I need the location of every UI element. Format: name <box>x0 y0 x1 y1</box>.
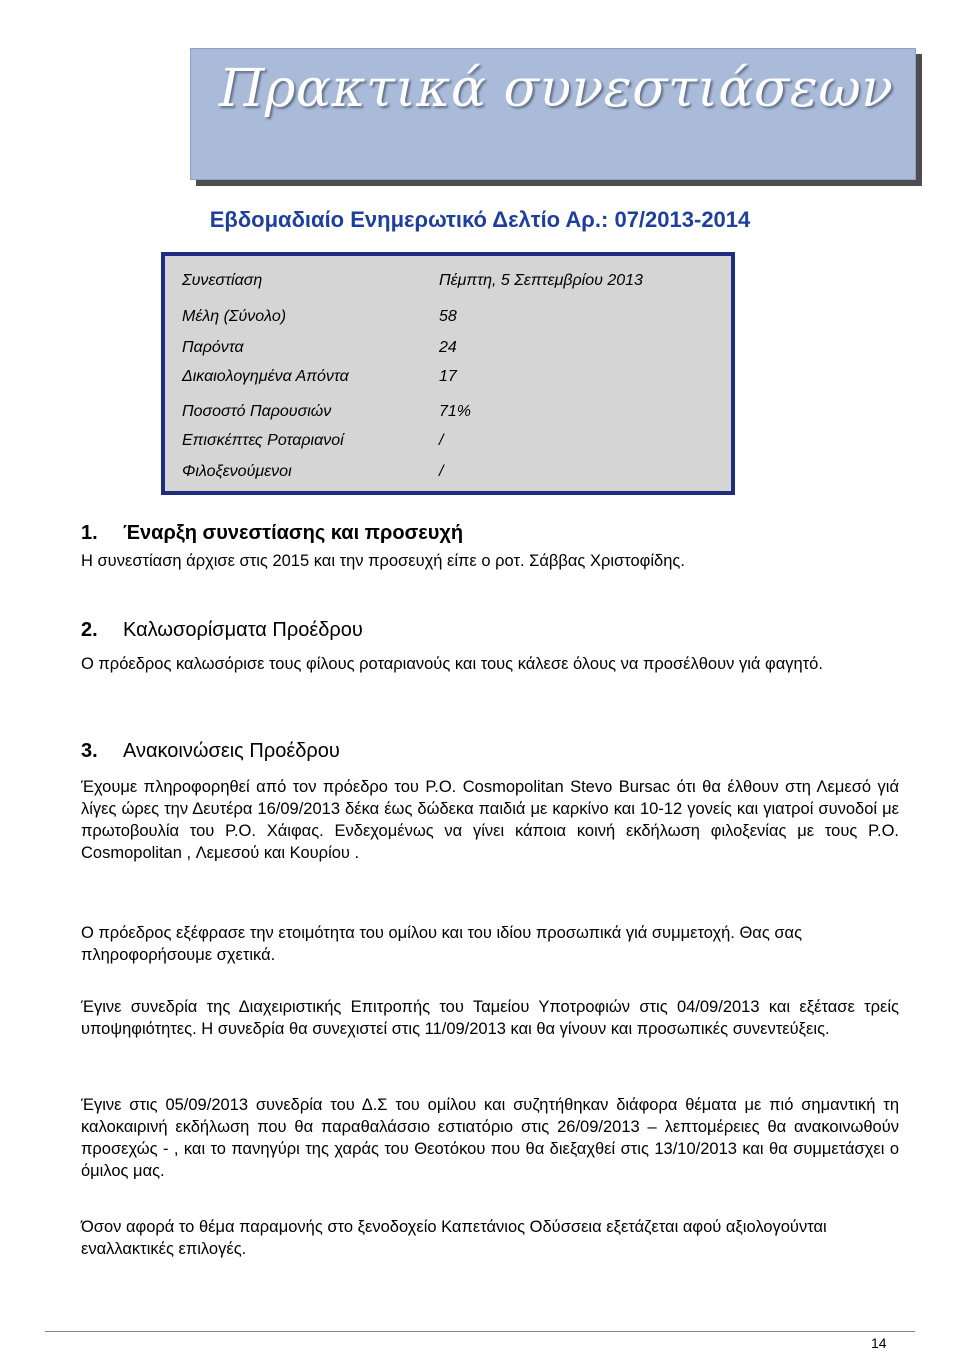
section-3-paragraph-2: Ο πρόεδρος εξέφρασε την ετοιμότητα του ομίλου και του ιδίου προσωπικά γιά συμμετοχή. Θας σας πληροφορήσουμε σχετικά. <box>81 924 803 964</box>
section-1-paragraph: Η συνεστίαση άρχισε στις 2015 και την προσευχή είπε ο ροτ. Σάββας Χριστοφίδης. <box>81 552 685 570</box>
info-label: Ποσοστό Παρουσιών <box>182 403 332 420</box>
section-number: 1. <box>81 522 98 544</box>
info-value: 71% <box>439 403 472 420</box>
page-number: 14 <box>871 1335 887 1351</box>
section-3-paragraph-1: Έχουμε πληροφορηθεί από τον πρόεδρο του Ρ.Ο. Cosmopolitan Stevo Bursac ότι θα έλθουν στη Λεμεσό γιά λίγες ώρες την Δευτέρα 16/09/2013 δέκα έως δώδεκα παιδιά με καρκίνο και 10-12 γονείς και γιατροί συνοδοί με πρωτοβουλία του Ρ.Ο. Χάιφας. Ενδεχομένως να γίνει κάποια κοινή εκδήλωση φιλοξενίας με τους Ρ.Ο. Cosmopolitan , Λεμεσού και Κουρίου . <box>81 778 899 862</box>
section-title: Έναρξη συνεστίασης και προσευχή <box>123 522 464 544</box>
section-3-paragraph-5: Όσον αφορά το θέμα παραμονής στο ξενοδοχείο Καπετάνιος Οδύσσεια εξετάζεται αφού αξιολογούνται εναλλακτικές επιλογές. <box>81 1218 827 1258</box>
info-label: Φιλοξενούμενοι <box>182 463 292 480</box>
section-title: Καλωσορίσματα Προέδρου <box>123 619 363 641</box>
info-value: / <box>439 432 444 449</box>
banner-title: Πρακτικά συνεστιάσεων <box>219 59 894 119</box>
info-label: Μέλη (Σύνολο) <box>182 308 287 325</box>
info-value: 58 <box>439 308 457 325</box>
info-label: Δικαιολογημένα Απόντα <box>182 368 349 385</box>
meeting-info-box <box>161 252 735 495</box>
section-heading-3 <box>81 740 340 763</box>
info-value: 24 <box>439 339 457 356</box>
section-3-paragraph-3: Έγινε συνεδρία της Διαχειριστικής Επιτροπής του Ταμείου Υποτροφιών στις 04/09/2013 και εξέτασε τρείς υποψηφιότητες. Η συνεδρία θα συνεχιστεί στις 11/09/2013 και θα γίνουν και προσωπικές συνεντεύξεις. <box>81 998 899 1038</box>
section-number: 3. <box>81 740 98 762</box>
info-value: / <box>439 463 444 480</box>
info-label: Συνεστίαση <box>182 272 263 289</box>
section-title: Ανακοινώσεις Προέδρου <box>123 740 340 762</box>
info-value: 17 <box>439 368 457 385</box>
section-heading-2 <box>81 619 363 642</box>
info-value: Πέμπτη, 5 Σεπτεμβρίου 2013 <box>439 272 643 289</box>
info-label: Επισκέπτες Ροταριανοί <box>182 432 344 449</box>
info-label: Παρόντα <box>182 339 244 356</box>
section-number: 2. <box>81 619 98 641</box>
bulletin-subtitle: Εβδομαδιαίο Ενημερωτικό Δελτίο Αρ.: 07/2013-2014 <box>209 207 751 232</box>
section-2-paragraph: Ο πρόεδρος καλωσόρισε τους φίλους ροταριανούς και τους κάλεσε όλους να προσέλθουν γιά φαγητό. <box>81 655 823 673</box>
title-banner <box>190 48 916 180</box>
section-3-paragraph-4: Έγινε στις 05/09/2013 συνεδρία του Δ.Σ του ομίλου και συζητήθηκαν διάφορα θέματα με πιό σημαντική τη καλοκαιρινή εκδήλωση που θα παραθαλάσσιο εστιατόριο στις 26/09/2013 – λεπτομέρειες θα ανακοινωθούν προσεχώς - , και το πανηγύρι της χαράς του Θεοτόκου που θα διεξαχθεί στις 13/10/2013 και θα συμμετάσχει ο όμιλος μας. <box>81 1096 899 1180</box>
section-heading-1 <box>81 522 463 545</box>
footer-divider <box>45 1331 915 1332</box>
